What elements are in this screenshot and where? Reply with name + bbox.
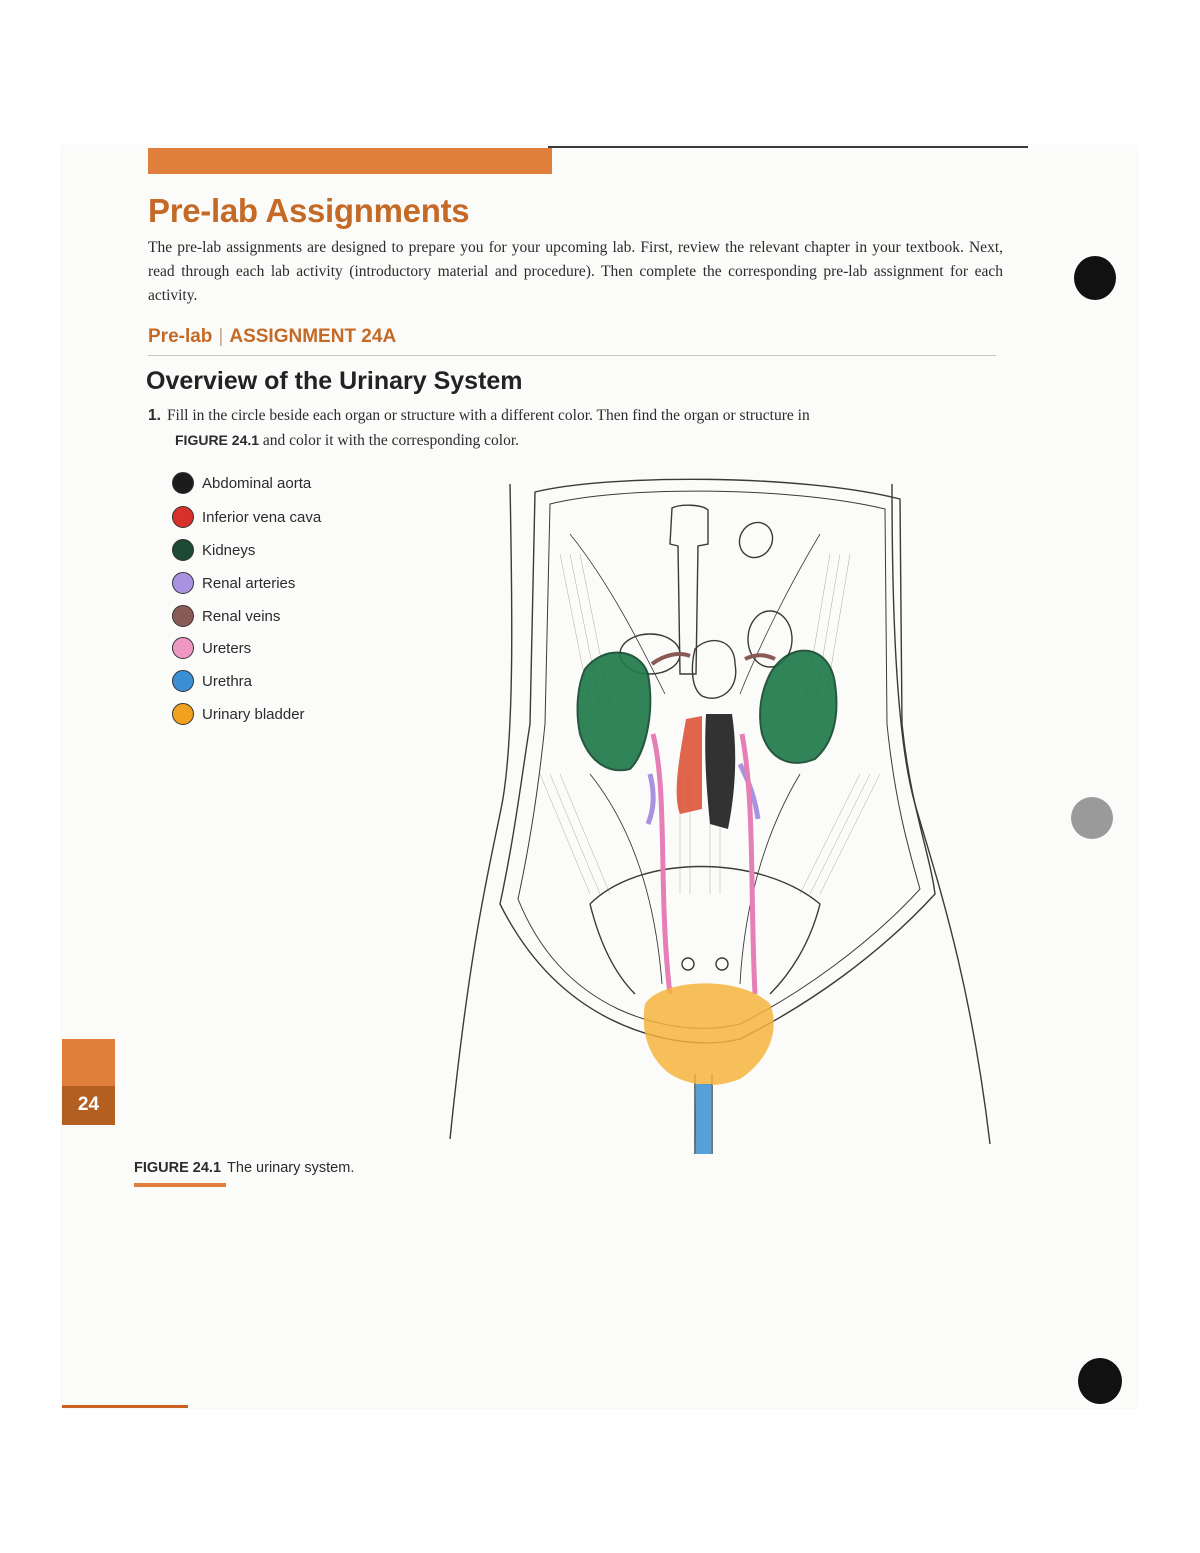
caption-rule — [134, 1183, 226, 1187]
legend-item — [172, 470, 311, 496]
separator: | — [218, 326, 224, 347]
renal-artery-left — [648, 774, 653, 824]
color-circle[interactable] — [172, 472, 194, 494]
ureter-left — [653, 734, 670, 994]
figure-caption — [134, 1160, 354, 1176]
color-circle[interactable] — [172, 605, 194, 627]
assignment-id: ASSIGNMENT 24A — [229, 326, 397, 347]
legend-item — [172, 537, 255, 563]
page-title: Pre-lab Assignments — [148, 192, 470, 229]
question-1 — [148, 404, 978, 453]
assignment-prefix: Pre-lab — [148, 326, 213, 347]
color-circle[interactable] — [172, 539, 194, 561]
legend-item — [172, 635, 251, 661]
urethra — [695, 1084, 712, 1154]
renal-vein-left — [652, 654, 690, 664]
legend-label: Ureters — [202, 639, 252, 657]
legend-label: Kidneys — [202, 541, 256, 559]
binder-hole — [1074, 256, 1116, 300]
question-number: 1. — [148, 407, 161, 424]
section-title: Overview of the Urinary System — [146, 367, 523, 395]
assignment-label — [148, 326, 396, 348]
figure-caption-ref: FIGURE 24.1 — [134, 1160, 222, 1176]
legend-item — [172, 504, 321, 530]
legend-label: Abdominal aorta — [202, 474, 312, 492]
legend-item — [172, 701, 305, 727]
legend-item — [172, 603, 280, 629]
figure-caption-text: The urinary system. — [227, 1160, 355, 1176]
bottom-rule — [62, 1405, 188, 1408]
legend-label: Urethra — [202, 672, 253, 690]
color-circle[interactable] — [172, 506, 194, 528]
question-text-end: and color it with the corresponding color. — [262, 432, 520, 449]
color-circle[interactable] — [172, 703, 194, 725]
body-outline-left — [450, 484, 512, 1139]
binder-hole — [1071, 797, 1113, 839]
color-circle[interactable] — [172, 637, 194, 659]
legend-label: Urinary bladder — [202, 705, 305, 723]
legend-label: Inferior vena cava — [202, 508, 322, 526]
renal-vein-right — [745, 655, 775, 659]
kidney-left — [578, 653, 651, 771]
body-outline-right — [892, 484, 990, 1144]
urinary-bladder — [644, 983, 774, 1085]
chapter-number: 24 — [77, 1094, 100, 1115]
abdominal-aorta — [705, 714, 735, 829]
vertebral-column — [670, 505, 708, 674]
intro-paragraph: The pre-lab assignments are designed to prepare you for your upcoming lab. First, review the relevant chapter in your textbook. Next, read through each lab activity (introductory material and procedure). Then complete the corresponding pre-lab assignment for each activity. — [148, 239, 1003, 304]
question-text: Fill in the circle beside each organ or structure with a different color. Then find the organ or structure in — [166, 407, 810, 424]
legend-label: Renal arteries — [202, 574, 296, 592]
inferior-vena-cava — [677, 716, 702, 814]
top-rule — [548, 146, 1028, 148]
pelvis — [590, 867, 820, 995]
binder-hole — [1078, 1358, 1122, 1404]
legend-item — [172, 570, 295, 596]
header-accent-bar — [148, 148, 552, 174]
question-continuation — [148, 428, 978, 453]
color-circle[interactable] — [172, 670, 194, 692]
legend-item — [172, 668, 252, 694]
figure-reference: FIGURE 24.1 — [175, 432, 260, 448]
legend-label: Renal veins — [202, 607, 281, 625]
urinary-system-figure — [440, 474, 1000, 1164]
color-circle[interactable] — [172, 572, 194, 594]
divider — [148, 355, 996, 356]
